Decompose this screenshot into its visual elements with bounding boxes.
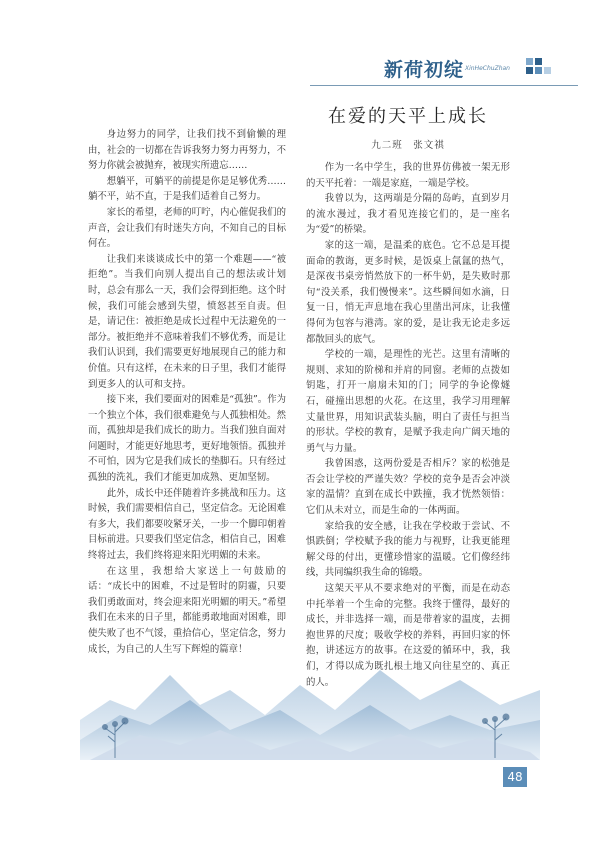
decorative-squares-icon: [518, 58, 558, 88]
left-column: [88, 127, 286, 657]
article-title: 在爱的天平上成长: [328, 106, 488, 127]
page-number: 48: [507, 770, 523, 784]
article-paragraph: 学校的一端，是理性的光芒。这里有清晰的规则、求知的阶梯和并肩的同窗。老师的点拨如钥匙，打开一扇扇未知的门；同学的争论像燧石，碰撞出思想的火花。在这里，我学习用理解丈量世界，用知识武装头脑，明白了责任与担当的形状。学校的教育，是赋予我走向广阔天地的勇气与力量。: [306, 349, 510, 454]
section-subtitle: XinHeChuZhan: [465, 65, 510, 72]
section-title: 新荷初绽: [384, 59, 465, 81]
right-column: [306, 160, 510, 690]
left-paragraph: 此外，成长中还伴随着许多挑战和压力。这时候，我们需要相信自己，坚定信念。无论困难有多大，我们都要咬紧牙关，一步一个脚印朝着目标前进。只要我们坚定信念，相信自己，困难终将过去，我们终将迎来阳光明媚的未来。: [88, 487, 286, 562]
left-paragraph: 想躺平，可躺平的前提是你是足够优秀……躺不平，站不直，于是我们适着自己努力。: [88, 175, 286, 203]
left-paragraph: 接下来，我们要面对的困难是“孤独”。作为一个独立个体，我们很难避免与人孤独相处。然而，孤独却是我们成长的助力。当我们独自面对问题时，才能更好地思考，更好地领悟。孤独并不可怕，因为它是我们成长的垫脚石。只有经过孤独的洗礼，我们才能更加成熟、更加坚韧。: [88, 394, 286, 484]
mountain-landscape-illustration: [80, 630, 540, 760]
left-paragraph: 身边努力的同学，让我们找不到偷懒的理由，社会的一切都在告诉我努力努力再努力，不努力你就会被抛弃，被现实所遗忘……: [88, 129, 286, 172]
article-paragraph: 这架天平从不要求绝对的平衡，而是在动态中托举着一个生命的完整。我终于懂得，最好的成长，并非选择一端，而是带着家的温度，去拥抱世界的尺度；吸收学校的养料，再回归家的怀抱，讲述远方的故事。在这爱的循环中，我，我们，才得以成为既扎根土地又向往星空的、真正的人。: [306, 583, 510, 688]
left-paragraph: 在这里，我想给大家送上一句鼓励的话：“成长中的困难，不过是暂时的阴霾，只要我们勇敢面对，终会迎来阳光明媚的明天。”希望我们在未来的日子里，都能勇敢地面对困难，即使失败了也不气馁，重拾信心，坚定信念，努力成长，为自己的人生写下辉煌的篇章！: [88, 565, 286, 655]
article-paragraph: 家给我的安全感，让我在学校敢于尝试、不惧跌倒；学校赋予我的能力与视野，让我更能理解父母的付出，更懂珍惜家的温暖。它们像经纬线，共同编织我生命的锦缎。: [306, 520, 510, 579]
article-paragraph: 我曾困惑，这两份爱是否相斥？家的松弛是否会让学校的严谨失效？学校的竞争是否会冲淡家的温情？直到在成长中跌撞，我才恍然领悟：它们从未对立，而是生命的一体两面。: [306, 458, 510, 517]
article-paragraph: 作为一名中学生，我的世界仿佛被一架无形的天平托着：一端是家庭，一端是学校。: [306, 162, 510, 189]
article-byline: 九二班 张文祺: [371, 140, 445, 151]
page-header: [0, 0, 600, 95]
article-paragraph: 我曾以为，这两端是分隔的岛屿，直到岁月的流水漫过，我才看见连接它们的，是一座名为“爱”的桥梁。: [306, 193, 510, 236]
left-paragraph: 家长的希望，老师的叮咛，内心催促我们的声音，会让我们有时迷失方向，不知自己的目标何在。: [88, 206, 286, 250]
left-paragraph: 让我们来谈谈成长中的第一个难题——“被拒绝”。当我们向别人提出自己的想法或计划时，总会有那么一天，我们会得到拒绝。这个时候，我们可能会感到失望，愤怒甚至自责。但是，请记住：被拒绝是成长过程中无法避免的一部分。被拒绝并不意味着我们不够优秀，而是让我们认识到，我们需要更好地展现自己的能力和价值。只有这样，在未来的日子里，我们才能得到更多人的认可和支持。: [88, 253, 286, 390]
article-paragraph: 家的这一端，是温柔的底色。它不总是耳提面命的教诲，更多时候，是饭桌上氤氲的热气，是深夜书桌旁悄然放下的一杯牛奶，是失败时那句“没关系，我们慢慢来”。这些瞬间如水滴，日复一日，悄无声息地在我心里凿出河床，让我懂得何为包容与港湾。家的爱，是让我无论走多远都散回头的底气。: [306, 239, 510, 345]
